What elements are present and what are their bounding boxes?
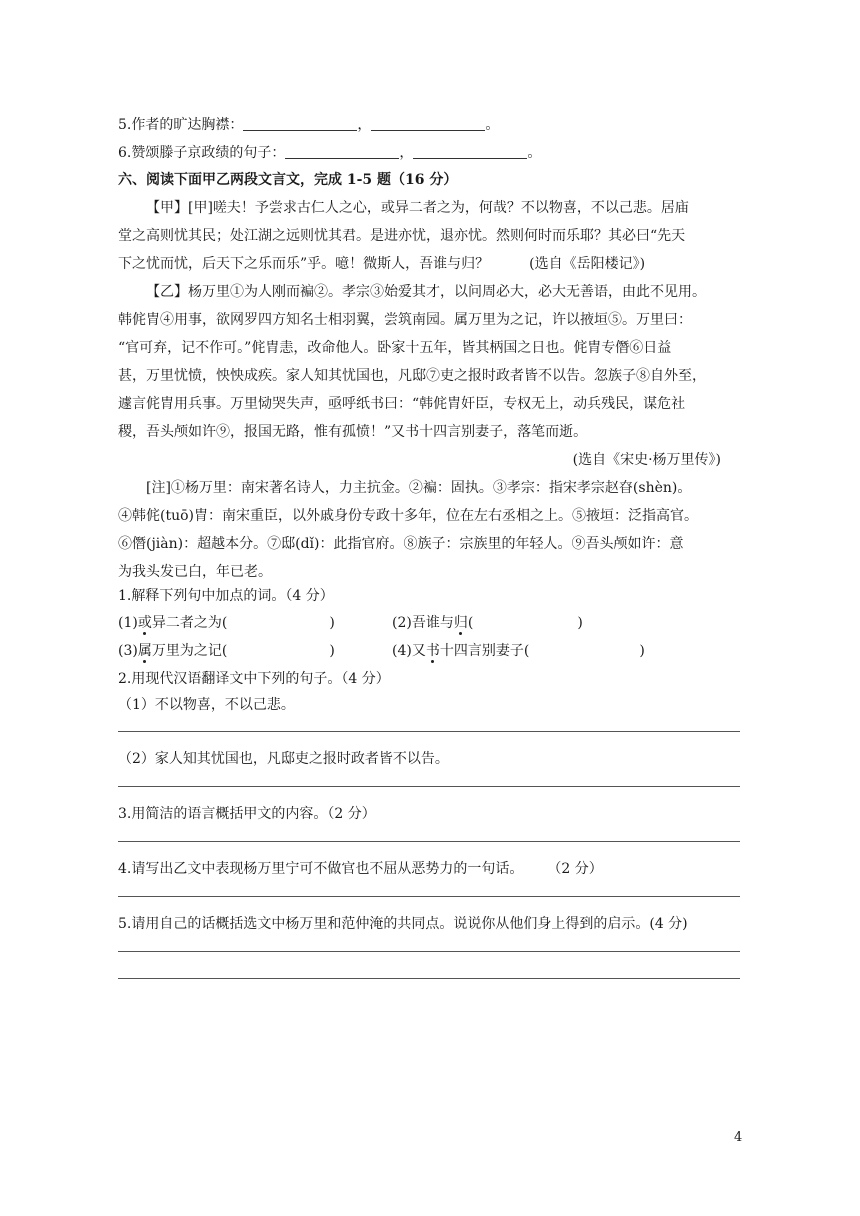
dotted-word: 或 xyxy=(137,615,152,631)
fill-question-6: 6.赞颂滕子京政绩的句子： ， 。 xyxy=(118,145,542,161)
page-number: 4 xyxy=(734,1130,743,1145)
answer-blank[interactable] xyxy=(413,144,527,159)
question-1-item-2: (2)吾谁与归( ) xyxy=(392,615,583,631)
passage-yi-line: “官可弃，记不作可。”侂胄恚，改命他人。卧家十五年，皆其柄国之日也。侂胄专僭⑥日益 xyxy=(118,340,672,356)
answer-blank[interactable] xyxy=(243,116,357,131)
fill-question-5: 5.作者的旷达胸襟： ， 。 xyxy=(118,117,500,133)
question-3-title: 3.用简洁的语言概括甲文的内容。（2 分） xyxy=(118,806,376,822)
notes-line: ④韩侂(tuō)胄：南宋重臣，以外戚身份专政十多年，位在左右丞相之上。⑤掖垣：泛指高官。 xyxy=(118,508,698,524)
passage-jia-line: 下之忧而忧，后天下之乐而乐”乎。噫！微斯人，吾谁与归？ (选自《岳阳楼记》) xyxy=(118,256,646,272)
passage-jia-line: 堂之高则忧其民；处江湖之远则忧其君。是进亦忧，退亦忧。然则何时而乐耶？其必曰“先天 xyxy=(118,228,686,244)
passage-jia-source: (选自《岳阳楼记》) xyxy=(529,256,646,272)
passage-yi-line: 稷，吾头颅如许⑨，报国无路，惟有孤愤！”又书十四言别妻子，落笔而逝。 xyxy=(118,424,588,440)
section-heading: 六、阅读下面甲乙两段文言文，完成 1-5 题（16 分） xyxy=(118,172,458,188)
question-5-title: 5.请用自己的话概括选文中杨万里和范仲淹的共同点。说说你从他们身上得到的启示。(4 分) xyxy=(118,916,688,932)
dotted-word: 归 xyxy=(453,615,468,631)
question-1-items-row: (3)属万里为之记( ) xyxy=(118,643,335,659)
answer-line[interactable] xyxy=(118,731,740,732)
dotted-word: 属 xyxy=(137,643,152,659)
answer-line[interactable] xyxy=(118,951,740,952)
answer-line[interactable] xyxy=(118,896,740,897)
question-2-sentence-1: （1）不以物喜，不以己悲。 xyxy=(118,697,295,713)
question-2-sentence-2: （2）家人知其忧国也，凡邸吏之报时政者皆不以告。 xyxy=(118,751,449,767)
dotted-word: 书 xyxy=(425,643,440,659)
passage-yi-source: (选自《宋史·杨万里传》) xyxy=(572,452,721,468)
question-1-title: 1.解释下列句中加点的词。（4 分） xyxy=(118,588,334,604)
notes-line: 为我头发已白，年已老。 xyxy=(118,564,272,580)
answer-line[interactable] xyxy=(118,786,740,787)
question-4-title: 4.请写出乙文中表现杨万里宁可不做官也不屈从恶势力的一句话。 （2 分） xyxy=(118,861,603,877)
passage-jia-line: 【甲】[甲]嗟夫！予尝求古仁人之心，或异二者之为，何哉？不以物喜，不以己悲。居庙 xyxy=(146,200,689,216)
answer-line[interactable] xyxy=(118,978,740,979)
question-1-items-row: (1)或异二者之为( ) xyxy=(118,615,335,631)
answer-blank[interactable] xyxy=(285,144,399,159)
passage-yi-line: 遽言侂胄用兵事。万里恸哭失声，亟呼纸书曰：“韩侂胄奸臣，专权无上，动兵残民，谋危社 xyxy=(118,396,686,412)
passage-yi-line: 甚，万里忧愤，怏怏成疾。家人知其忧国也，凡邸⑦吏之报时政者皆不以告。忽族子⑧自外至， xyxy=(118,368,706,384)
notes-line: [注]①杨万里：南宋著名诗人，力主抗金。②褊：固执。③孝宗：指宋孝宗赵昚(shèn)。 xyxy=(146,480,692,496)
passage-yi-line: 【乙】杨万里①为人刚而褊②。孝宗③始爱其才，以问周必大，必大无善语，由此不见用。 xyxy=(146,284,706,300)
notes-line: ⑥僭(jiàn)：超越本分。⑦邸(dǐ)：此指官府。⑧族子：宗族里的年轻人。⑨吾头颅如许：意 xyxy=(118,536,684,552)
fill-q6-text: 6.赞颂滕子京政绩的句子： xyxy=(118,145,286,161)
fill-q5-text: 5.作者的旷达胸襟： xyxy=(118,117,244,133)
answer-blank[interactable] xyxy=(371,116,485,131)
question-2-title: 2.用现代汉语翻译文中下列的句子。（4 分） xyxy=(118,671,390,687)
question-1-item-4: (4)又书十四言别妻子( ) xyxy=(392,643,645,659)
passage-yi-line: 韩侂胄④用事，欲网罗四方知名士相羽翼，尝筑南园。属万里为之记，许以掖垣⑤。万里曰： xyxy=(118,312,692,328)
answer-line[interactable] xyxy=(118,841,740,842)
